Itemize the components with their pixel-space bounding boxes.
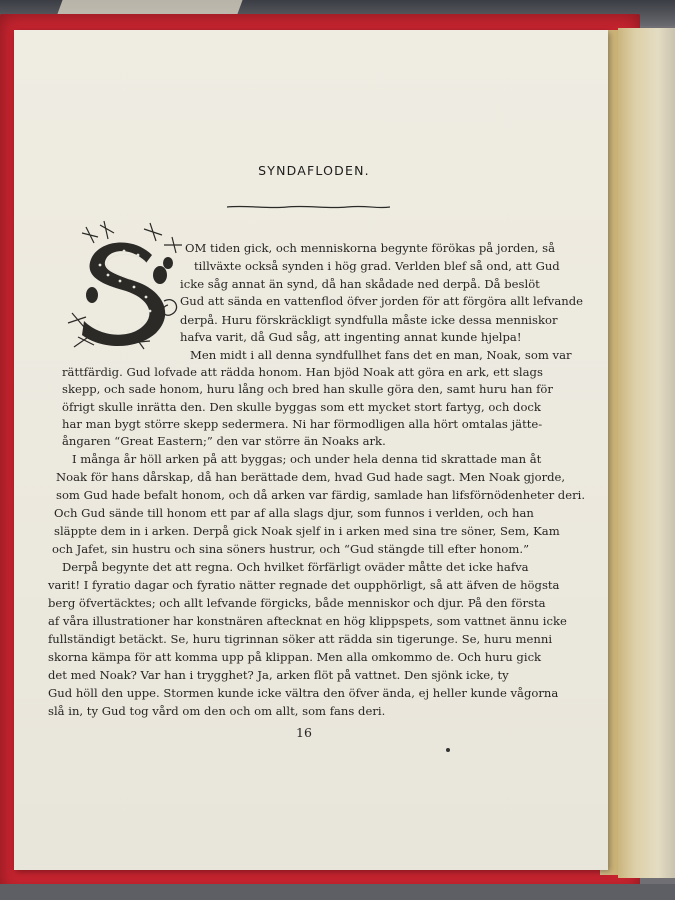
text-line: skepp, och sade honom, huru lång och bred han skulle göra den, samt huru han för <box>62 382 553 396</box>
text-line: rättfärdig. Gud lofvade att rädda honom. Han bjöd Noak att göra en ark, ett slags <box>62 365 543 379</box>
page-title: SYNDAFLODEN. <box>258 163 370 178</box>
text-line: släppte dem in i arken. Derpå gick Noak sjelf in i arken med sina tre söner, Sem, Kam <box>54 524 560 538</box>
text-line: slå in, ty Gud tog vård om den och om allt, som fans deri. <box>48 704 386 718</box>
text-line: varit! I fyratio dagar och fyratio nätter regnade det oupphörligt, så att äfven de högsta <box>48 578 560 592</box>
text-line: som Gud hade befalt honom, och då arken var färdig, samlade han lifsförnödenheter deri. <box>56 488 586 502</box>
text-line: icke såg annat än synd, då han skådade ned derpå. Då beslöt <box>180 277 540 291</box>
text-line: OM tiden gick, och menniskorna begynte förökas på jorden, så <box>185 241 555 255</box>
text-line: Men midt i all denna syndfullhet fans det en man, Noak, som var <box>190 348 572 362</box>
text-line: Gud att sända en vattenflod öfver jorden för att förgöra allt lefvande <box>180 294 584 308</box>
ink-speck <box>446 748 450 752</box>
text-line: I många år höll arken på att byggas; och under hela denna tid skrattade man åt <box>72 452 542 466</box>
text-line: öfrigt skulle inrätta den. Den skulle byggas som ett mycket stort fartyg, och dock <box>62 400 541 414</box>
text-line: berg öfvertäcktes; och allt lefvande förgicks, både menniskor och djur. På den första <box>48 596 546 610</box>
text-line: och Jafet, sin hustru och sina söners hustrur, och “Gud stängde till efter honom.” <box>52 542 530 556</box>
text-line: derpå. Huru förskräckligt syndfulla måste icke dessa menniskor <box>180 313 558 327</box>
page-number: 16 <box>296 725 312 740</box>
text-line: hafva varit, då Gud såg, att ingenting annat kunde hjelpa! <box>180 330 522 344</box>
text-line: Derpå begynte det att regna. Och hvilket förfärligt oväder måtte det icke hafva <box>62 560 529 574</box>
text-line: fullständigt betäckt. Se, huru tigrinnan söker att rädda sin tigerunge. Se, huru menni <box>48 632 553 646</box>
text-line: Och Gud sände till honom ett par af alla slags djur, som funnos i verlden, och han <box>54 506 534 520</box>
text-line: ångaren “Great Eastern;” den var större än Noaks ark. <box>62 434 386 448</box>
text-line: har man bygt större skepp sedermera. Ni har förmodligen alla hört omtalas jätte- <box>62 417 543 431</box>
text-line: skorna kämpa för att komma upp på klippan. Men alla omkommo de. Och huru gick <box>48 650 542 664</box>
text-line: af våra illustrationer har konstnären aftecknat en hög klippspets, som vattnet ännu icke <box>48 614 567 628</box>
text-line: tillväxte också synden i hög grad. Verlden blef så ond, att Gud <box>194 259 560 273</box>
text-line: Gud höll den uppe. Stormen kunde icke vältra den öfver ända, ej heller kunde vågorna <box>48 686 559 700</box>
text-line: det med Noak? Var han i trygghet? Ja, arken flöt på vattnet. Den sjönk icke, ty <box>48 668 509 682</box>
text-line: Noak för hans dårskap, då han berättade dem, hvad Gud hade sagt. Men Noak gjorde, <box>56 470 566 484</box>
